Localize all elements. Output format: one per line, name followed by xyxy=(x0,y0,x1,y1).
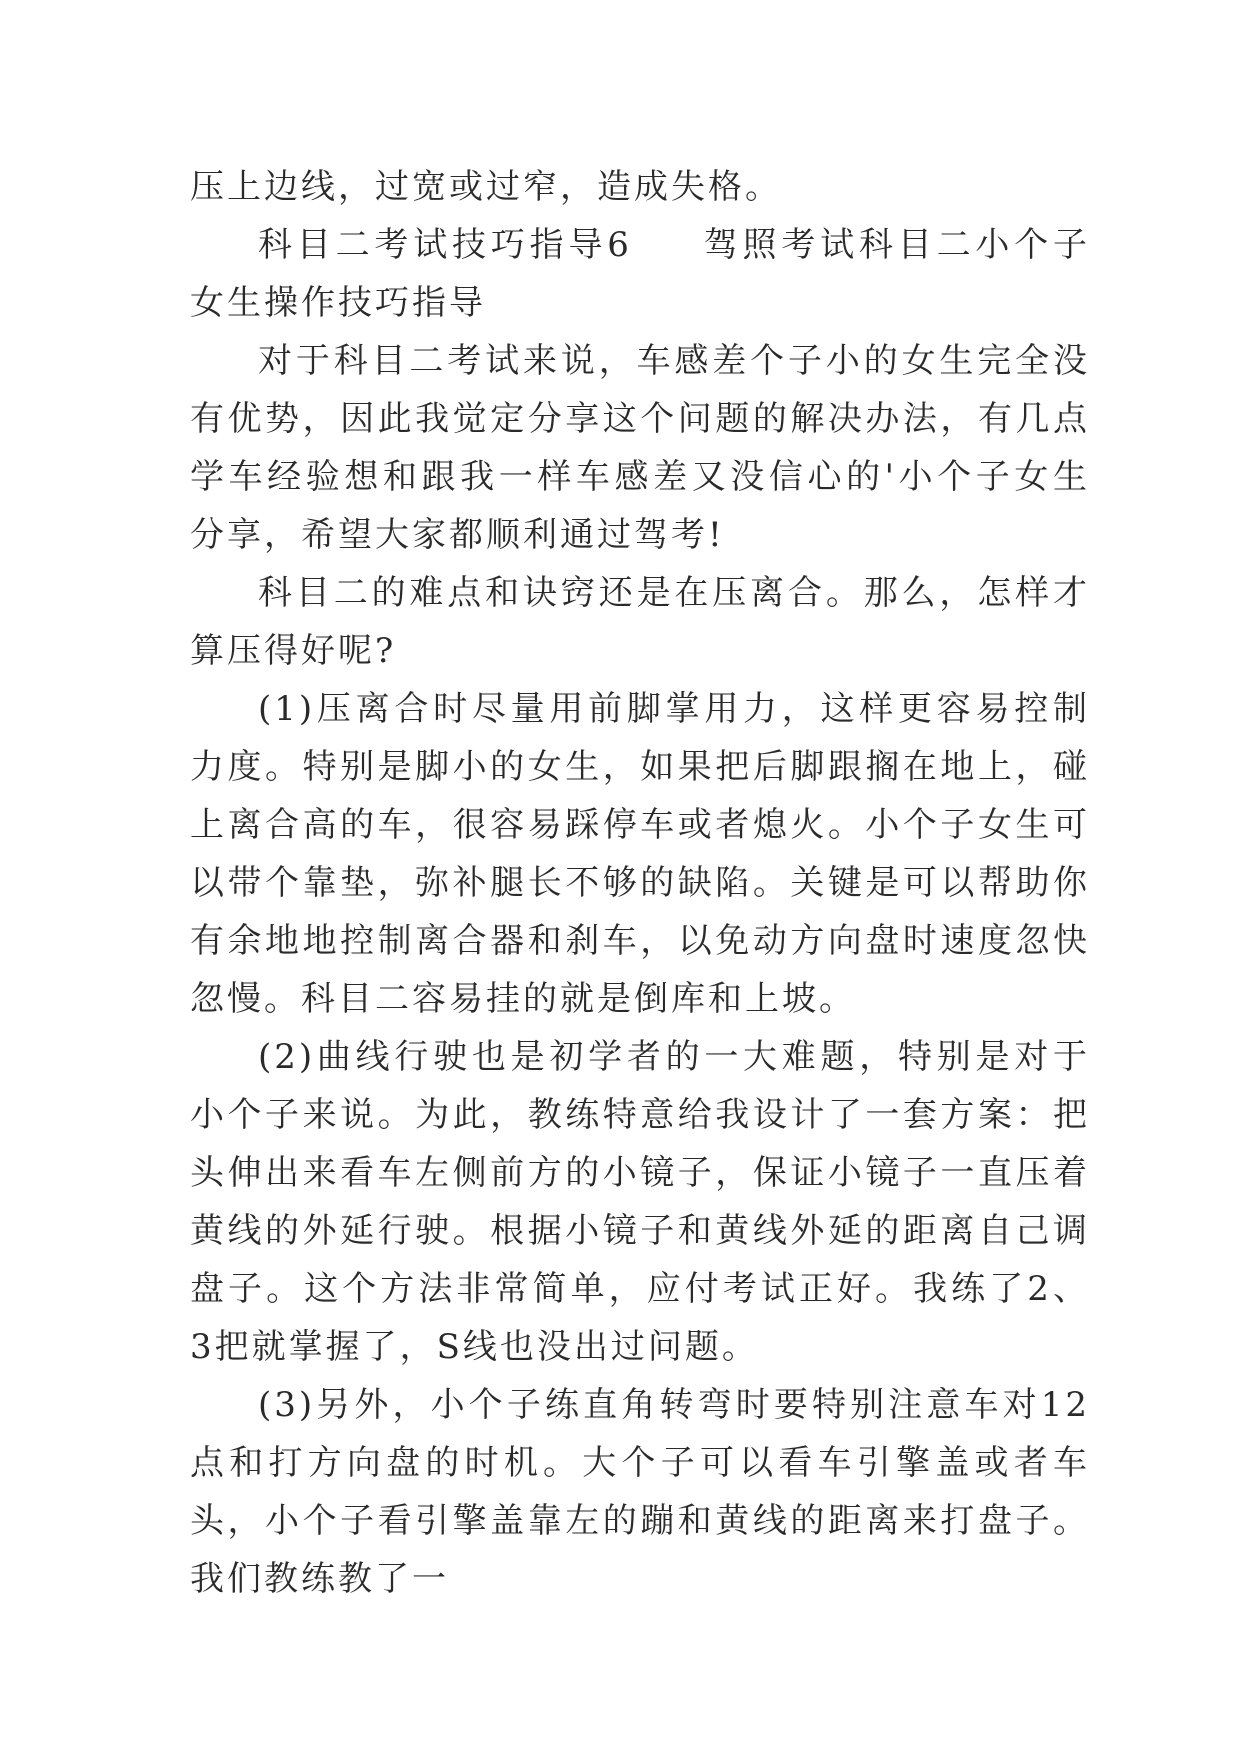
section-heading-title: 驾照考试科目二小个子女生操作技巧指导 xyxy=(190,225,1091,323)
paragraph-intro: 对于科目二考试来说，车感差个子小的女生完全没有优势，因此我觉定分享这个问题的解决办法，有几点学车经验想和跟我一样车感差又没信心的'小个子女生分享，希望大家都顺利通过驾考! xyxy=(190,341,1090,555)
paragraph-continued: 压上边线，过宽或过窄，造成失格。 xyxy=(190,167,782,207)
section-heading-number: 科目二考试技巧指导6 xyxy=(258,225,632,265)
document-body xyxy=(190,158,1090,1608)
paragraph-difficulty: 科目二的难点和诀窍还是在压离合。那么，怎样才算压得好呢? xyxy=(190,573,1090,671)
paragraph-tip-3: (3)另外，小个子练直角转弯时要特别注意车对12点和打方向盘的时机。大个子可以看车引擎盖或者车头，小个子看引擎盖靠左的蹦和黄线的距离来打盘子。我们教练教了一 xyxy=(190,1385,1090,1599)
section-heading xyxy=(190,216,1090,332)
paragraph-tip-2: (2)曲线行驶也是初学者的一大难题，特别是对于小个子来说。为此，教练特意给我设计了一套方案：把头伸出来看车左侧前方的小镜子，保证小镜子一直压着黄线的外延行驶。根据小镜子和黄线外延的距离自己调盘子。这个方法非常简单，应付考试正好。我练了2、3把就掌握了，S线也没出过问题。 xyxy=(190,1037,1090,1367)
paragraph-tip-1: (1)压离合时尽量用前脚掌用力，这样更容易控制力度。特别是脚小的女生，如果把后脚跟搁在地上，碰上离合高的车，很容易踩停车或者熄火。小个子女生可以带个靠垫，弥补腿长不够的缺陷。关键是可以帮助你有余地地控制离合器和刹车，以免动方向盘时速度忽快忽慢。科目二容易挂的就是倒库和上坡。 xyxy=(190,689,1090,1019)
